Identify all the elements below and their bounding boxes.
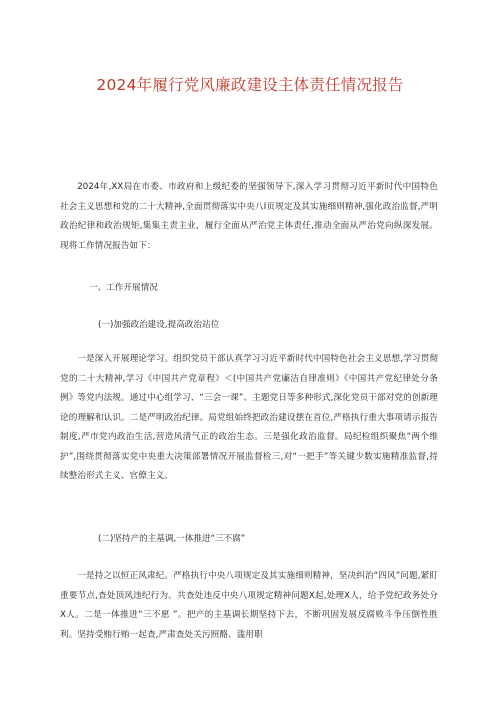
intro-paragraph: 2024年,XX局在市委、市政府和上级纪委的坚强领导下,深入学习贯彻习近平新时代中国特色社会主义思想和党的二十大精神,全面贯彻落实中央八I页规定及其实施细则精神,强化政治监督,严明政治纪律和政治规矩,集集主责主业，履行全面从严治党主体责任,推动全面从严治党向纵深发展。现将工作情况报告如下：: [60, 182, 438, 251]
subsection-heading-three-no-corruption: (二)坚持产的主基调,一体推进“三不腐”: [98, 534, 246, 544]
section-heading-work-progress: 一、工作开展情况: [89, 283, 158, 293]
subsection-heading-political-building: (一)加强政治建设,提高政治站位: [98, 320, 220, 330]
document-title: 2024年履行党风廉政建设主体责任情况报告: [96, 76, 404, 94]
subsection-paragraph-three-no-corruption: 一是持之以恒正风肃纪。严格执行中央八项规定及其实施细则精神，坚决纠治“四风”问题,紧盯重要节点,查处顶风违纪行为。共查处违反中央八项规定精神问题X起,处理X人，给予党纪政务处分X人。二是一体推进“三不愿 ”。把产的主基调长期坚持下去，不断巩固发展反腐败斗争压倒性胜利。坚持受贿行贿一起查,严肃查处关污照酪、滥用职: [60, 571, 438, 640]
subsection-paragraph-political-building: 一是深入开展理论学习。组织党员干部认真学习习近平新时代中国特色社会主义思想,学习贯彻党的二十大精神,学习《中国共产党章程》＜(中国共产党廉洁自律准则》《中国共产党纪律处分条例》等党内法规。通过中心组学习、“三会一课”、主题党日等多种形式,深化党员干部对党的创新理论的理解和认识。二是严明政治纪律。局党组始终把政治建设摆在首位,严格执行重大事项请示报告制度,严市党内政治生活,营造风清气正的政治生态。三是强化政治监督。局纪检组织聚焦“两个维护”,围绕贯彻落实党中央重大决策部署情况开展监督检三,对“一把手”等关键少数实施精准监督,持续整治形式主义、官僚主义。: [60, 354, 438, 481]
